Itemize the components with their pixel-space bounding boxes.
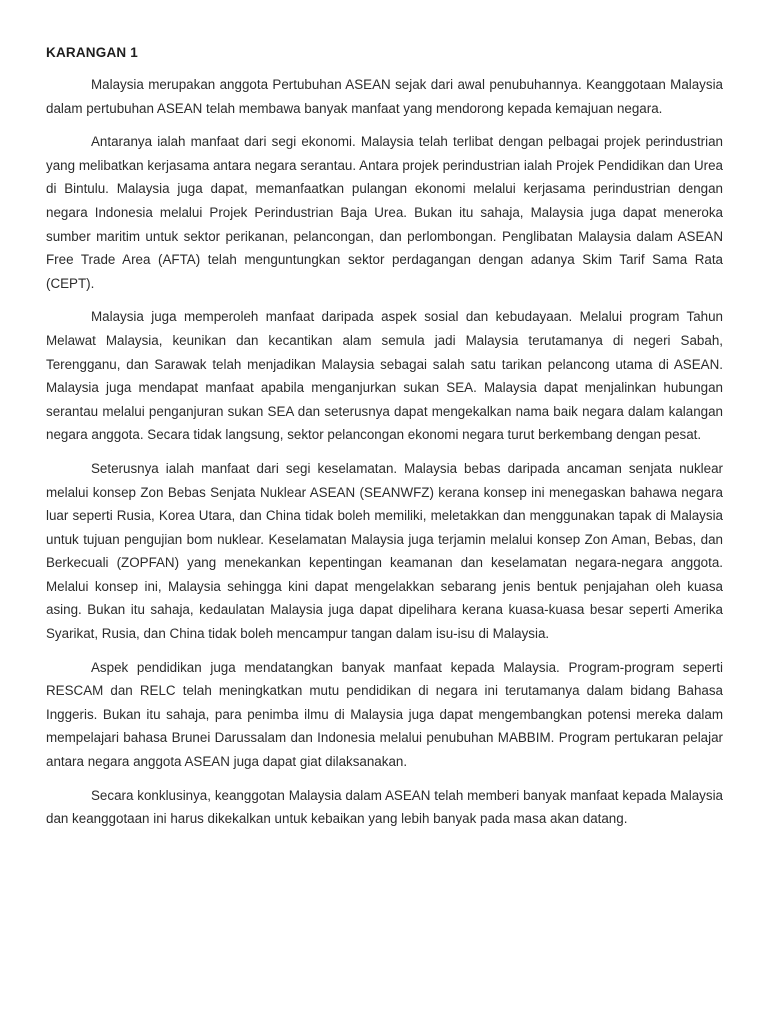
paragraph-education: Aspek pendidikan juga mendatangkan banyak manfaat kepada Malaysia. Program-program seperti RESCAM dan RELC telah meningkatkan mutu pendidikan di negara ini terutamanya dalam bidang Bahasa Inggeris. Bukan itu sahaja, para penimba ilmu di Malaysia juga dapat mengembangkan potensi mereka dalam mempelajari bahasa Brunei Darussalam dan Indonesia melalui penubuhan MABBIM. Program pertukaran pelajar antara negara anggota ASEAN juga dapat giat dilaksanakan. <box>46 659 723 770</box>
page-title: KARANGAN 1 <box>46 45 139 60</box>
essay-body <box>46 73 723 841</box>
paragraph-intro: Malaysia merupakan anggota Pertubuhan ASEAN sejak dari awal penubuhannya. Keanggotaan Malaysia dalam pertubuhan ASEAN telah membawa banyak manfaat yang mendorong kepada kemajuan negara. <box>46 77 723 116</box>
paragraph-conclusion: Secara konklusinya, keanggotan Malaysia dalam ASEAN telah memberi banyak manfaat kepada Malaysia dan keanggotaan ini harus dikekalkan untuk kebaikan yang lebih banyak pada masa akan datang. <box>46 787 723 827</box>
paragraph-social: Malaysia juga memperoleh manfaat daripada aspek sosial dan kebudayaan. Melalui program Tahun Melawat Malaysia, keunikan dan kecantikan alam semula jadi Malaysia terutamanya di negeri Sabah, Terengganu, dan Sarawak telah menjadikan Malaysia sebagai salah satu tarikan pelancong utama di ASEAN. Malaysia juga mendapat manfaat apabila menganjurkan sukan SEA. Malaysia dapat menjalinkan hubungan serantau melalui penganjuran sukan SEA dan seterusnya dapat mengekalkan nama baik negara dalam kalangan negara anggota. Secara tidak langsung, sektor pelancongan ekonomi negara turut berkembang dengan pesat. <box>46 309 723 443</box>
paragraph-economy: Antaranya ialah manfaat dari segi ekonomi. Malaysia telah terlibat dengan pelbagai projek perindustrian yang melibatkan kerjasama antara negara serantau. Antara projek perindustrian ialah Projek Pendidikan dan Urea di Bintulu. Malaysia juga dapat, memanfaatkan pulangan ekonomi melalui kerjasama perindustrian dengan negara Indonesia melalui Projek Perindustrian Baja Urea. Bukan itu sahaja, Malaysia juga dapat meneroka sumber maritim untuk sektor perikanan, pelancongan, dan perlombongan. Penglibatan Malaysia dalam ASEAN Free Trade Area (AFTA) telah menguntungkan sektor perdagangan dengan adanya Skim Tarif Sama Rata (CEPT). <box>46 134 723 291</box>
paragraph-security: Seterusnya ialah manfaat dari segi keselamatan. Malaysia bebas daripada ancaman senjata nuklear melalui konsep Zon Bebas Senjata Nuklear ASEAN (SEANWFZ) kerana konsep ini menegaskan bahawa negara luar seperti Rusia, Korea Utara, dan China tidak boleh memiliki, meletakkan dan menggunakan tapak di Malaysia untuk tujuan pengujian bom nuklear. Keselamatan Malaysia juga terjamin melalui konsep Zon Aman, Bebas, dan Berkecuali (ZOPFAN) yang menekankan kepentingan keamanan dan keselamatan negara-negara anggota. Melalui konsep ini, Malaysia sehingga kini dapat mengelakkan sebarang jenis bentuk penjajahan oleh kuasa asing. Bukan itu sahaja, kedaulatan Malaysia juga dapat dipelihara kerana kuasa-kuasa besar seperti Amerika Syarikat, Rusia, dan China tidak boleh mencampur tangan dalam isu-isu di Malaysia. <box>46 460 723 642</box>
